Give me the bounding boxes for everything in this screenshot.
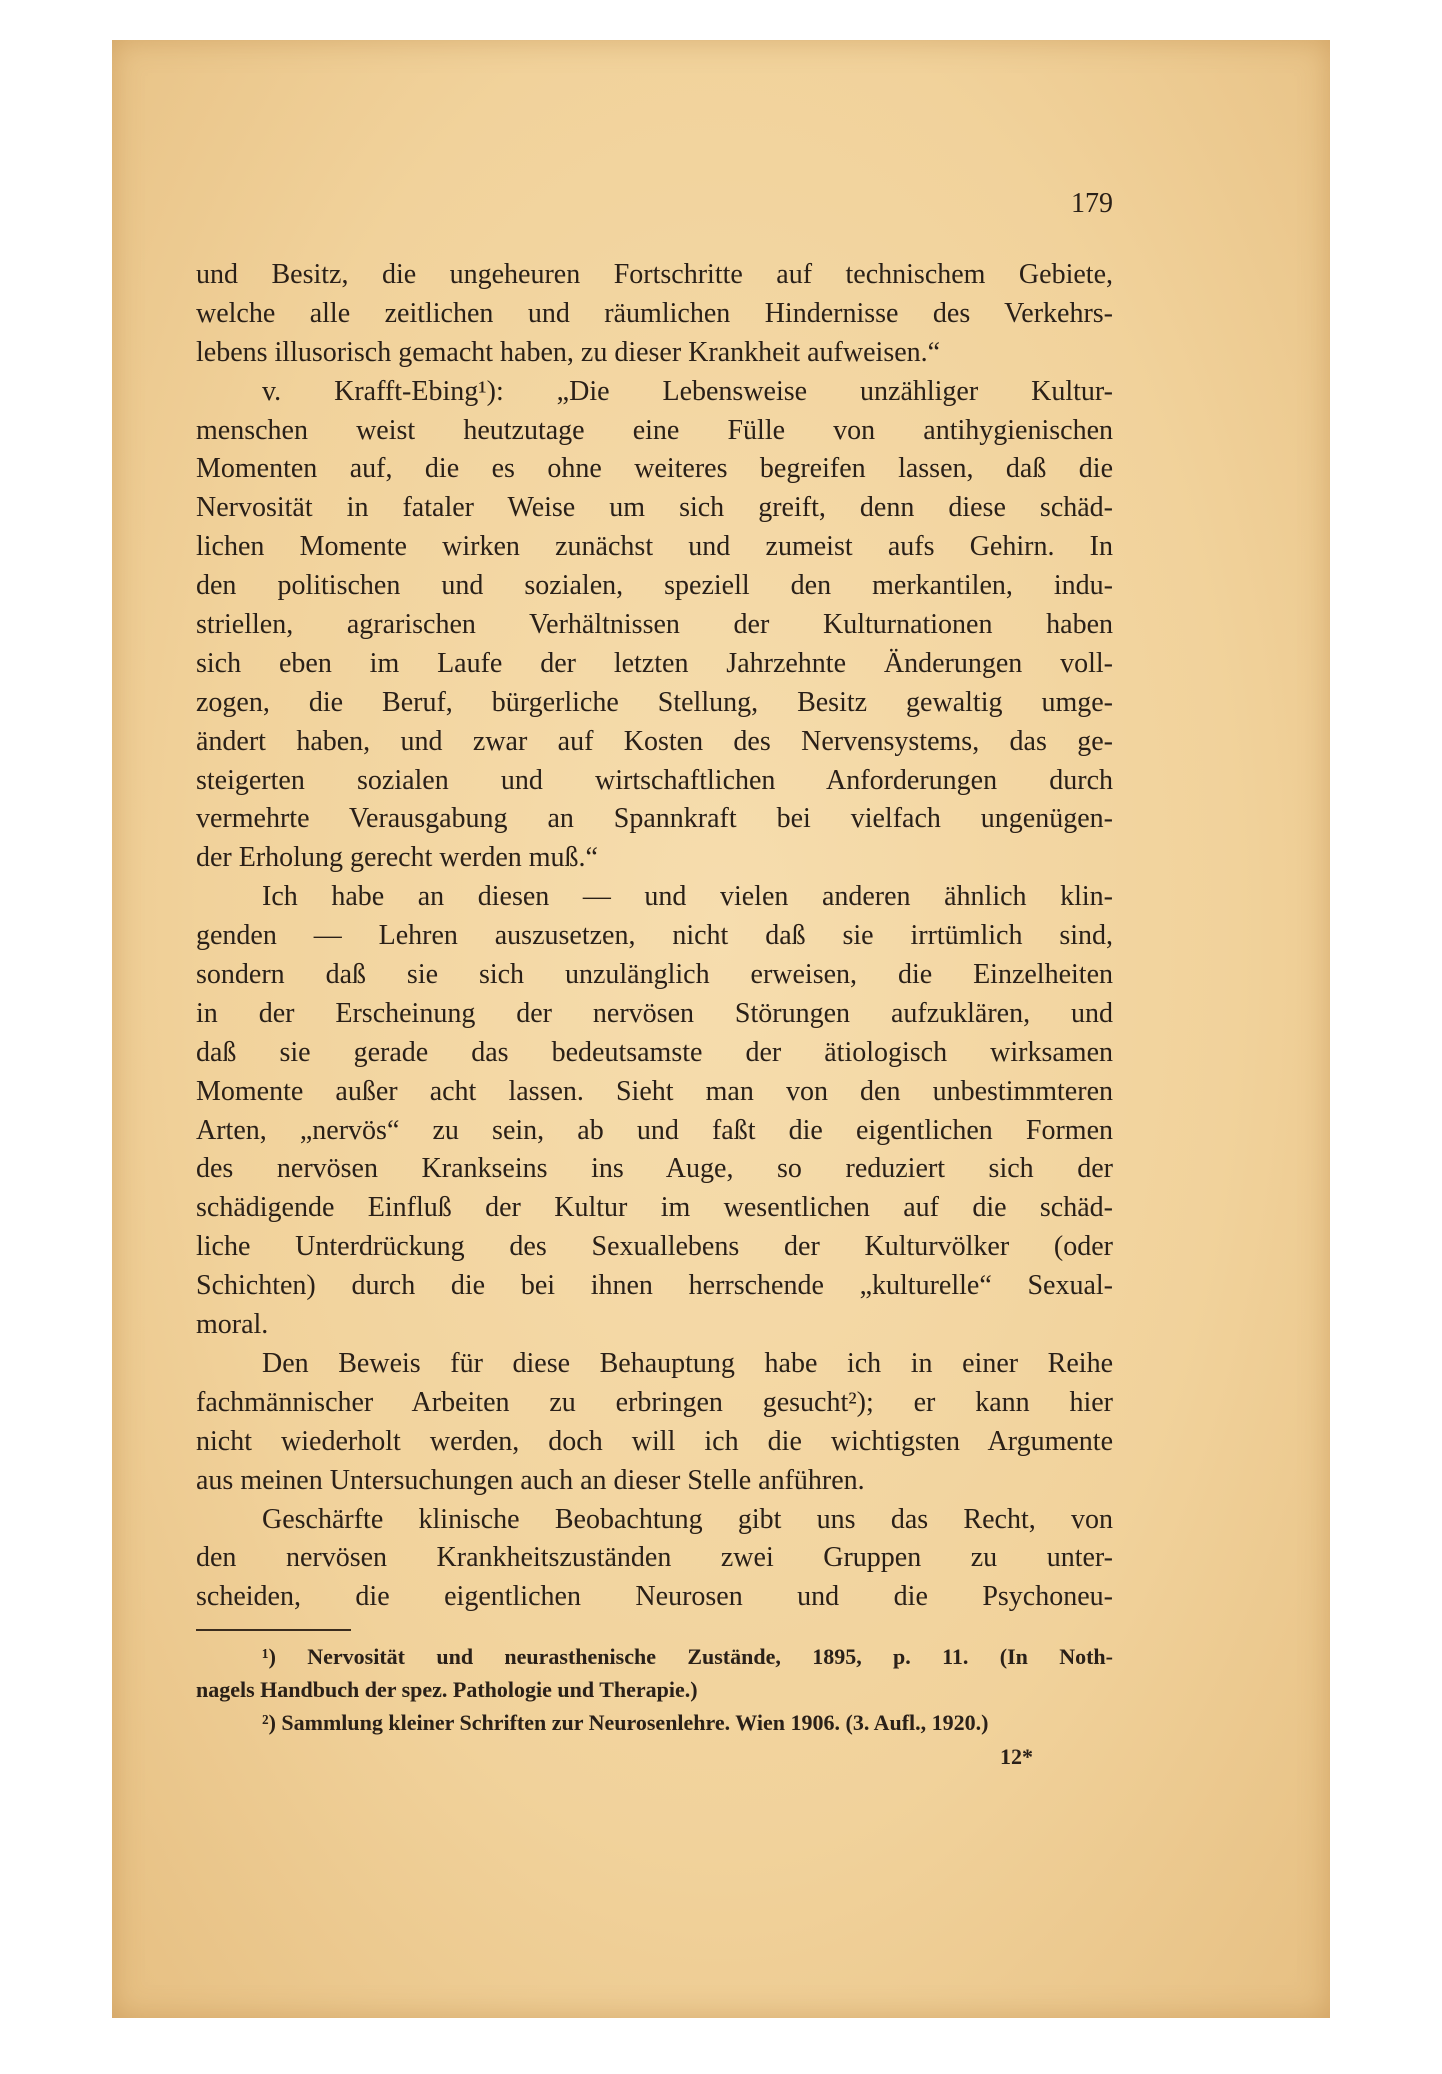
- page-number: 179: [1071, 188, 1113, 219]
- text-line: Momente außer acht lassen. Sieht man von den unbestimmteren: [196, 1075, 1113, 1107]
- text-line: aus meinen Untersuchungen auch an dieser Stelle anführen.: [196, 1464, 865, 1496]
- text-line: des nervösen Krankseins ins Auge, so reduziert sich der: [196, 1153, 1113, 1185]
- text-line: Ich habe an diesen — und vielen anderen ähnlich klin-: [262, 881, 1113, 913]
- text-line: lichen Momente wirken zunächst und zumeist aufs Gehirn. In: [196, 531, 1113, 563]
- text-line: den nervösen Krankheitszuständen zwei Gruppen zu unter-: [196, 1542, 1113, 1574]
- text-line: daß sie gerade das bedeutsamste der ätiologisch wirksamen: [196, 1036, 1113, 1068]
- text-line: menschen weist heutzutage eine Fülle von antihygienischen: [196, 414, 1113, 446]
- footnote-line: nagels Handbuch der spez. Pathologie und Therapie.): [196, 1677, 698, 1702]
- text-line: genden — Lehren auszusetzen, nicht daß sie irrtümlich sind,: [196, 920, 1113, 952]
- text-line: der Erholung gerecht werden muß.“: [196, 842, 598, 874]
- footnotes: [196, 1640, 1113, 1739]
- text-line: zogen, die Beruf, bürgerliche Stellung, Besitz gewaltig umge-: [196, 686, 1113, 718]
- text-line: schädigende Einfluß der Kultur im wesentlichen auf die schäd-: [196, 1192, 1113, 1224]
- text-line: v. Krafft-Ebing¹): „Die Lebensweise unzähliger Kultur-: [262, 375, 1113, 407]
- text-line: sondern daß sie sich unzulänglich erweisen, die Einzelheiten: [196, 959, 1113, 991]
- footnote-divider: [196, 1629, 351, 1631]
- text-line: Arten, „nervös“ zu sein, ab und faßt die eigentlichen Formen: [196, 1114, 1113, 1146]
- text-line: sich eben im Laufe der letzten Jahrzehnte Änderungen voll-: [196, 647, 1113, 679]
- text-line: steigerten sozialen und wirtschaftlichen Anforderungen durch: [196, 764, 1113, 796]
- text-line: in der Erscheinung der nervösen Störungen aufzuklären, und: [196, 997, 1113, 1029]
- text-line: welche alle zeitlichen und räumlichen Hindernisse des Verkehrs-: [196, 297, 1113, 329]
- text-line: lebens illusorisch gemacht haben, zu dieser Krankheit aufweisen.“: [196, 336, 941, 368]
- text-line: Momenten auf, die es ohne weiteres begreifen lassen, daß die: [196, 453, 1113, 485]
- text-line: fachmännischer Arbeiten zu erbringen gesucht²); er kann hier: [196, 1386, 1113, 1418]
- text-line: Schichten) durch die bei ihnen herrschende „kulturelle“ Sexual-: [196, 1270, 1113, 1302]
- text-line: striellen, agrarischen Verhältnissen der Kulturnationen haben: [196, 609, 1113, 641]
- text-line: den politischen und sozialen, speziell den merkantilen, indu-: [196, 570, 1113, 602]
- text-line: vermehrte Verausgabung an Spannkraft bei vielfach ungenügen-: [196, 803, 1113, 835]
- text-line: ändert haben, und zwar auf Kosten des Nervensystems, das ge-: [196, 725, 1113, 757]
- footnote-line: ¹) Nervosität und neurasthenische Zustände, 1895, p. 11. (In Noth-: [262, 1644, 1113, 1669]
- body-text: [196, 256, 1113, 1617]
- text-line: Nervosität in fataler Weise um sich greift, denn diese schäd-: [196, 492, 1113, 524]
- text-line: liche Unterdrückung des Sexuallebens der Kulturvölker (oder: [196, 1231, 1113, 1263]
- text-line: scheiden, die eigentlichen Neurosen und die Psychoneu-: [196, 1581, 1113, 1613]
- footnote-line: ²) Sammlung kleiner Schriften zur Neurosenlehre. Wien 1906. (3. Aufl., 1920.): [262, 1710, 989, 1735]
- text-line: Geschärfte klinische Beobachtung gibt uns das Recht, von: [262, 1503, 1113, 1535]
- text-line: und Besitz, die ungeheuren Fortschritte auf technischem Gebiete,: [196, 259, 1113, 290]
- text-line: Den Beweis für diese Behauptung habe ich in einer Reihe: [262, 1347, 1113, 1379]
- text-line: moral.: [196, 1309, 269, 1341]
- signature-mark: 12*: [1000, 1744, 1033, 1769]
- text-line: nicht wiederholt werden, doch will ich die wichtigsten Argumente: [196, 1425, 1113, 1457]
